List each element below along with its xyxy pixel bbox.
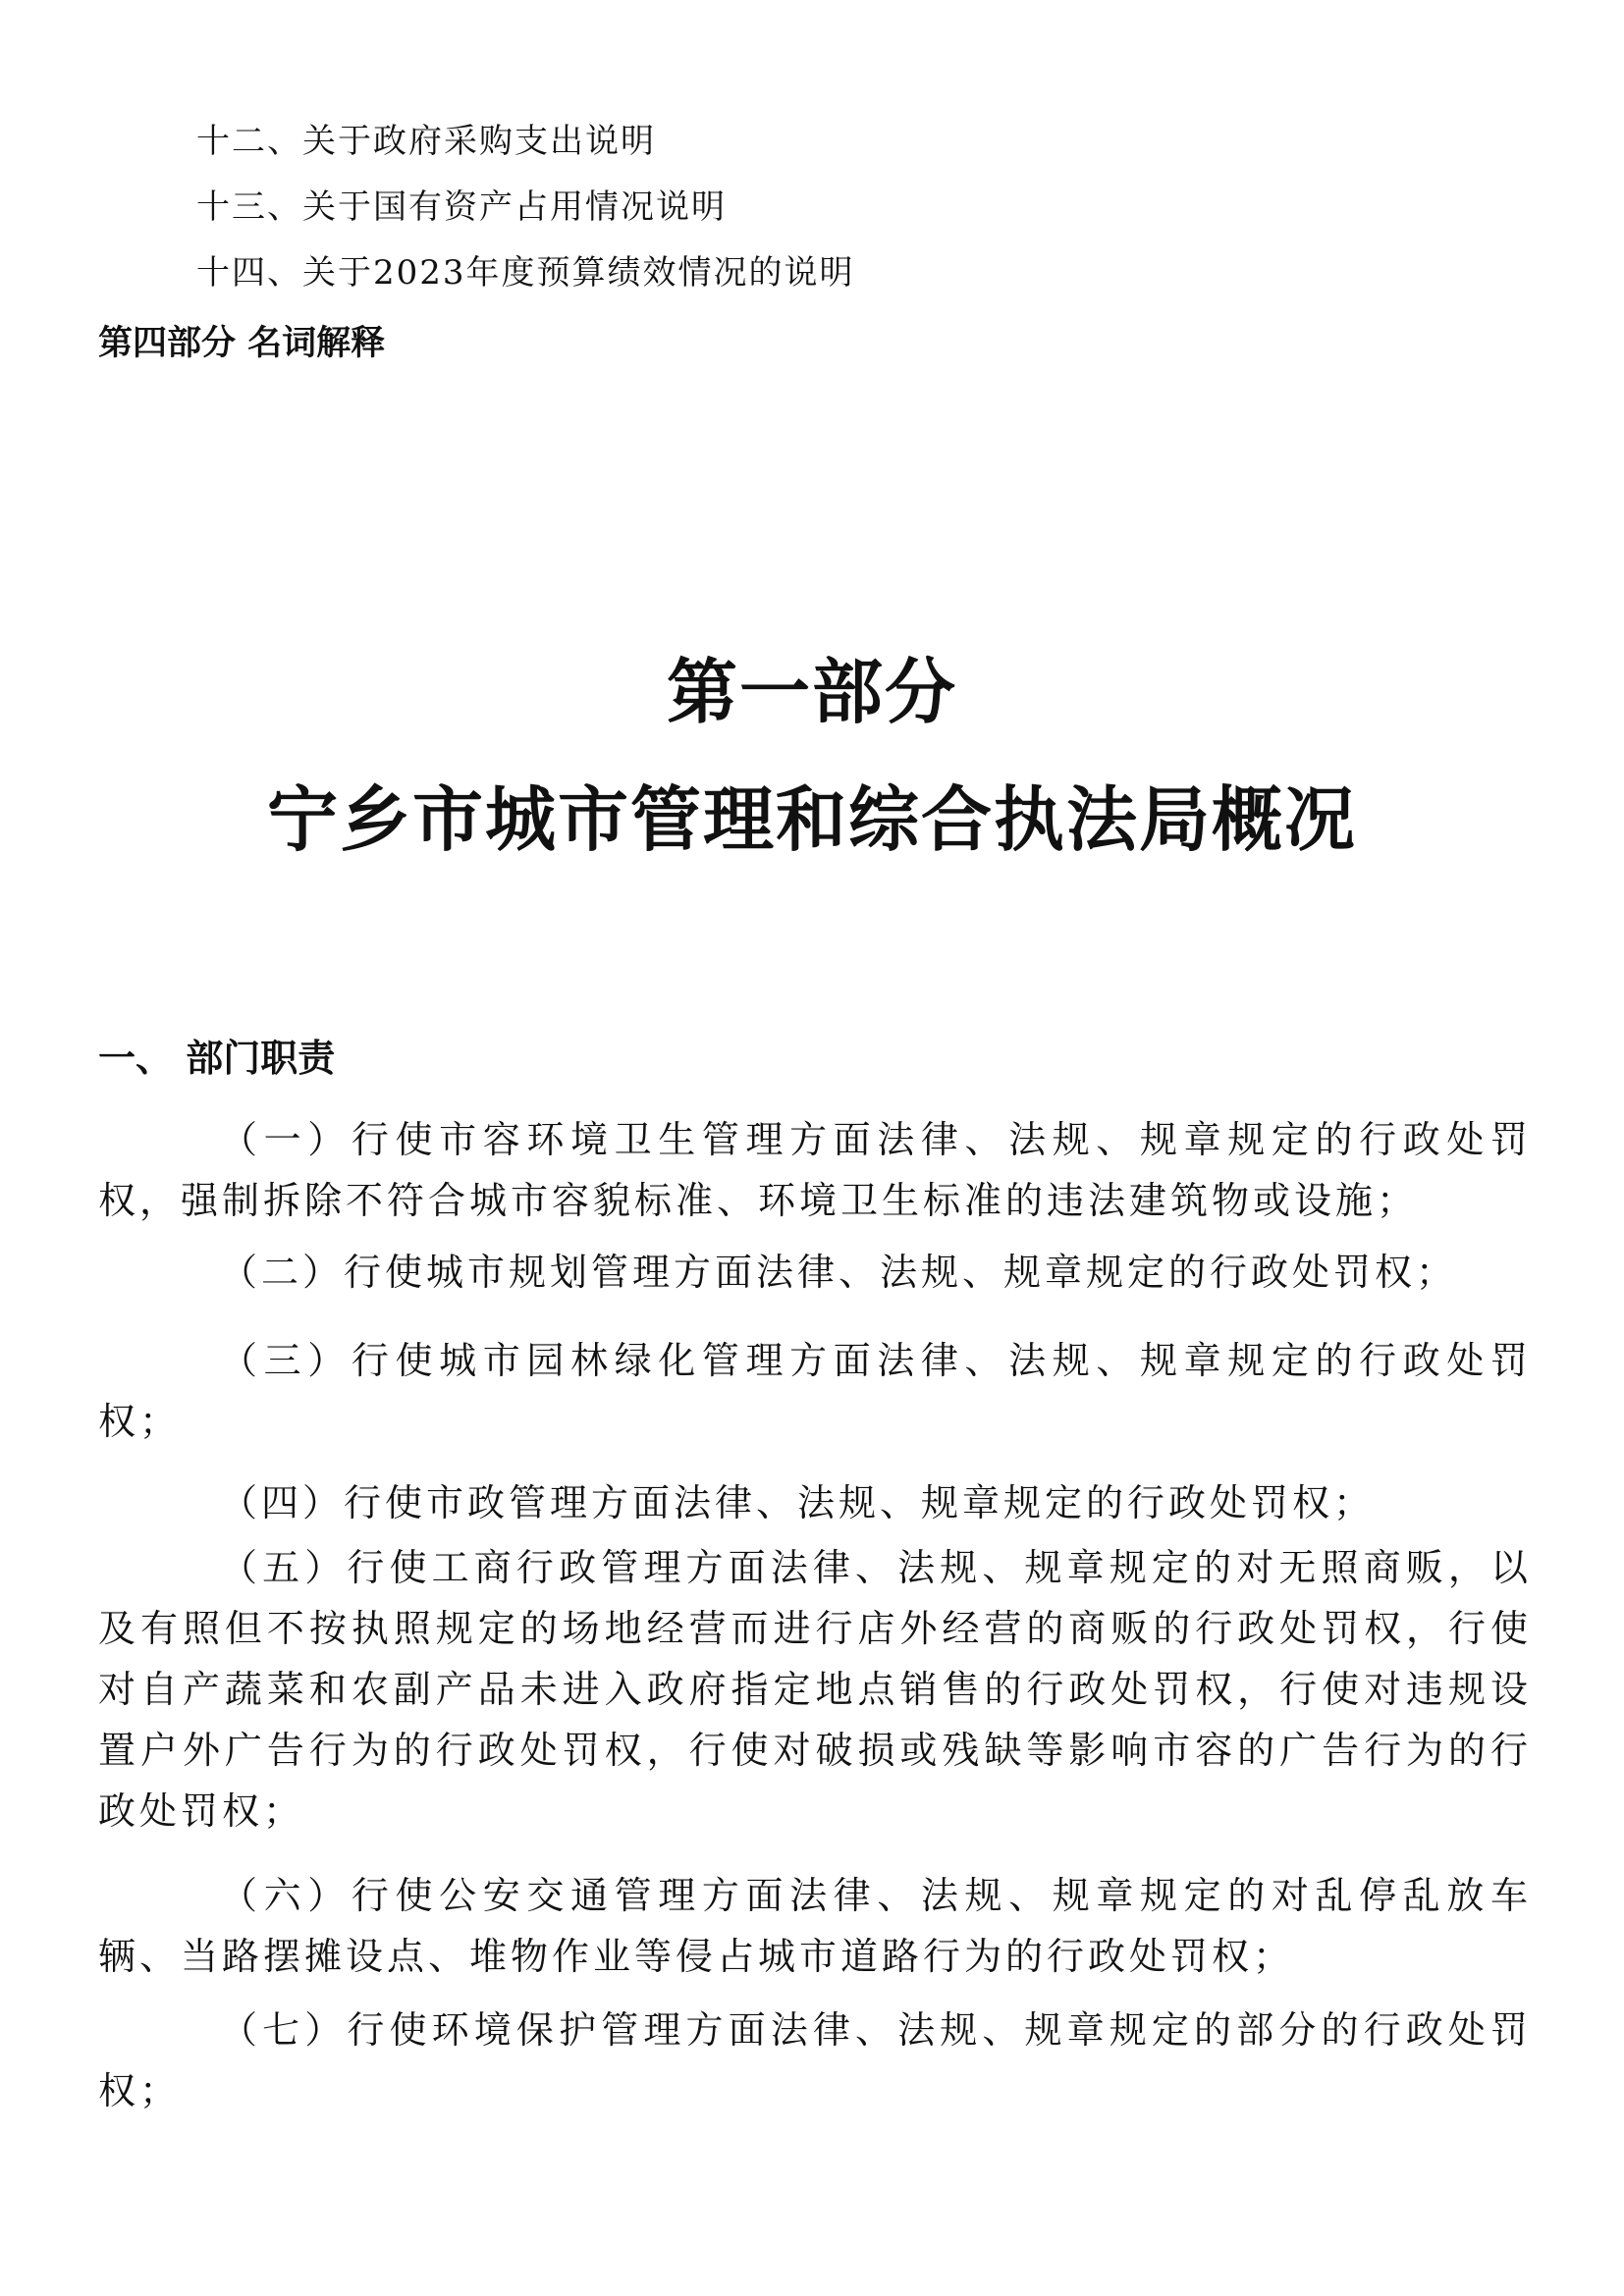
duty-paragraph-6: （六）行使公安交通管理方面法律、法规、规章规定的对乱停乱放车辆、当路摆摊设点、堆物作业等侵占城市道路行为的行政处罚权； — [98, 1874, 1532, 1978]
toc-item-13: 十三、关于国有资产占用情况说明 — [196, 187, 727, 227]
duty-paragraph-2: （二）行使城市规划管理方面法律、法规、规章规定的行政处罚权； — [220, 1251, 1458, 1294]
toc-item-12: 十二、关于政府采购支出说明 — [196, 122, 656, 161]
org-title: 宁乡市城市管理和综合执法局概况 — [266, 777, 1357, 861]
duty-paragraph-4: （四）行使市政管理方面法律、法规、规章规定的行政处罚权； — [220, 1481, 1376, 1524]
section-heading-duties: 一、 部门职责 — [98, 1037, 336, 1080]
toc-item-14: 十四、关于2023年度预算绩效情况的说明 — [196, 253, 855, 293]
duty-paragraph-1: （一）行使市容环境卫生管理方面法律、法规、规章规定的行政处罚权，强制拆除不符合城市容貌标准、环境卫生标准的违法建筑物或设施； — [98, 1118, 1532, 1222]
part-title: 第一部分 — [666, 650, 957, 733]
toc-part-4: 第四部分 名词解释 — [98, 324, 386, 363]
duty-paragraph-5: （五）行使工商行政管理方面法律、法规、规章规定的对无照商贩，以及有照但不按执照规定的场地经营而进行店外经营的商贩的行政处罚权，行使对自产蔬菜和农副产品未进入政府指定地点销售的行政处罚权，行使对违规设置户外广告行为的行政处罚权，行使对破损或残缺等影响市容的广告行为的行政处罚权； — [98, 1546, 1532, 1833]
duty-paragraph-7: （七）行使环境保护管理方面法律、法规、规章规定的部分的行政处罚权； — [98, 2008, 1532, 2112]
duty-paragraph-3: （三）行使城市园林绿化管理方面法律、法规、规章规定的行政处罚权； — [98, 1339, 1532, 1443]
